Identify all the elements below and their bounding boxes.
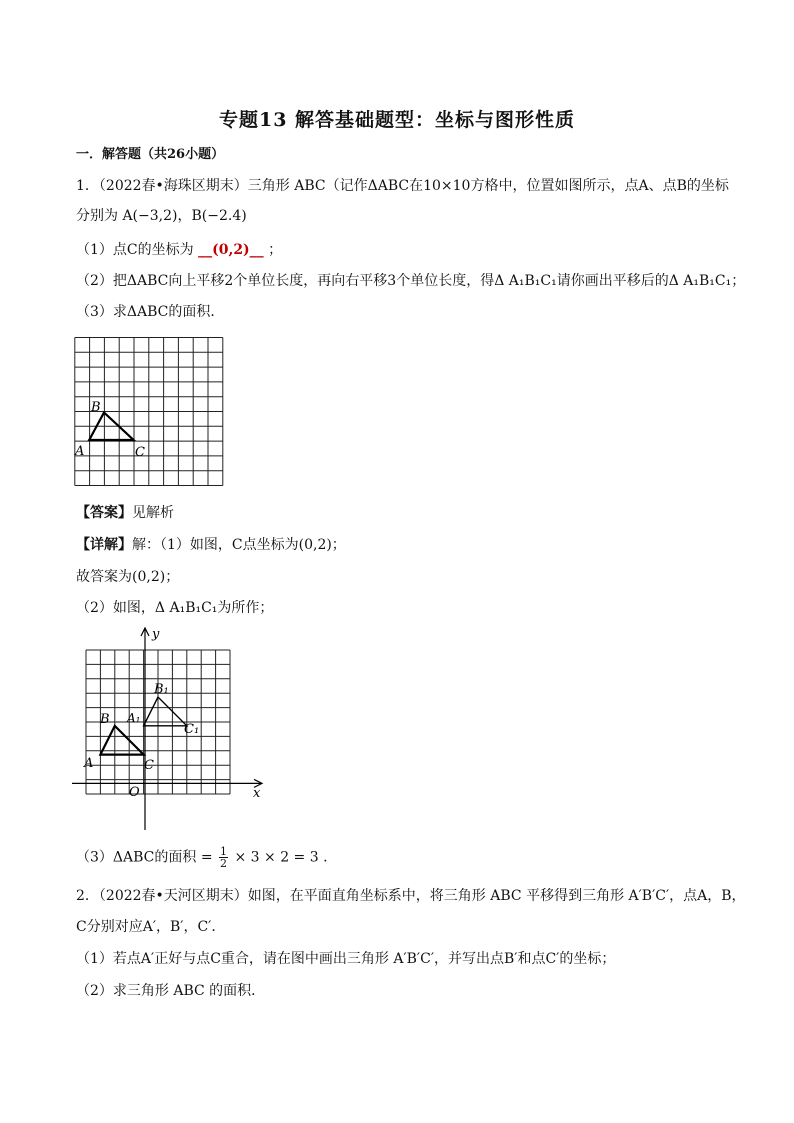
detail-tag: 【详解】 bbox=[76, 537, 132, 553]
answer-line bbox=[76, 503, 174, 523]
area-formula bbox=[76, 846, 328, 869]
q2-part2: （2）求三角形 ABC 的面积． bbox=[76, 983, 266, 999]
detail-line1 bbox=[76, 535, 346, 555]
figure1-label-a: A bbox=[75, 444, 85, 459]
section-heading: 一．解答题（共26小题） bbox=[76, 147, 225, 162]
q2-line1: 2．（2022春•天河区期末）如图，在平面直角坐标系中，将三角形 ABC 平移得到三角形 A′B′C′，点A，B， bbox=[76, 888, 746, 904]
figure2-coordinate-grid bbox=[70, 622, 270, 832]
figure2-label-b: B bbox=[100, 712, 110, 727]
area-suffix: × 3 × 2 = 3 . bbox=[234, 849, 328, 866]
figure2-label-x: x bbox=[253, 786, 261, 801]
figure2-label-a1: A₁ bbox=[127, 711, 141, 725]
figure1-label-c: C bbox=[135, 445, 145, 460]
q1-part3: （3）求ΔABC的面积． bbox=[76, 304, 225, 320]
detail-line3: （2）如图，Δ A₁B₁C₁为所作； bbox=[76, 600, 274, 616]
area-fraction-numerator: 1 bbox=[220, 845, 228, 858]
q1-stem-line2: 分别为 A(−3,2)，B(−2.4) bbox=[76, 208, 247, 224]
figure2-label-a: A bbox=[84, 756, 94, 771]
q1-part1-answer-blank: __(0,2)__ bbox=[198, 242, 264, 258]
figure2-label-c1: C₁ bbox=[184, 722, 200, 737]
figure2-triangle-abc bbox=[100, 726, 143, 755]
q1-part1-suffix: ； bbox=[268, 242, 283, 258]
area-prefix: （3）ΔABC的面积 = bbox=[76, 849, 213, 866]
answer-text: 见解析 bbox=[132, 505, 174, 521]
q1-part1-prefix: （1）点C的坐标为 bbox=[76, 242, 194, 258]
q1-part1 bbox=[76, 240, 282, 260]
figure2-label-origin: O bbox=[129, 785, 140, 800]
figure2-label-b1: B₁ bbox=[154, 682, 169, 697]
area-fraction bbox=[219, 846, 228, 869]
detail-text1: 解：（1）如图，C点坐标为(0,2)； bbox=[132, 537, 346, 553]
q2-part1: （1）若点A′正好与点C重合，请在图中画出三角形 A′B′C′，并写出点B′和点C′的坐标； bbox=[76, 951, 616, 967]
figure2-triangle-a1b1c1 bbox=[144, 697, 187, 726]
figure1-grid bbox=[70, 334, 230, 492]
figure2-label-c: C bbox=[144, 758, 154, 773]
figure1-label-b: B bbox=[91, 400, 101, 415]
q1-part2: （2）把ΔABC向上平移2个单位长度，再向右平移3个单位长度，得Δ A₁B₁C₁请你画出平移后的Δ A₁B₁C₁； bbox=[76, 273, 746, 289]
detail-line2: 故答案为(0,2)； bbox=[76, 569, 180, 585]
page-title: 专题13 解答基础题型：坐标与图形性质 bbox=[218, 109, 576, 131]
figure2-label-y: y bbox=[152, 627, 160, 642]
q1-stem-line1: 1．（2022春•海珠区期末）三角形 ABC（记作ΔABC在10×10方格中，位置如图所示，点A、点B的坐标 bbox=[76, 178, 729, 194]
q2-line2: C分别对应A′，B′，C′． bbox=[76, 919, 226, 935]
answer-tag: 【答案】 bbox=[76, 505, 132, 521]
area-fraction-denominator: 2 bbox=[220, 857, 228, 870]
